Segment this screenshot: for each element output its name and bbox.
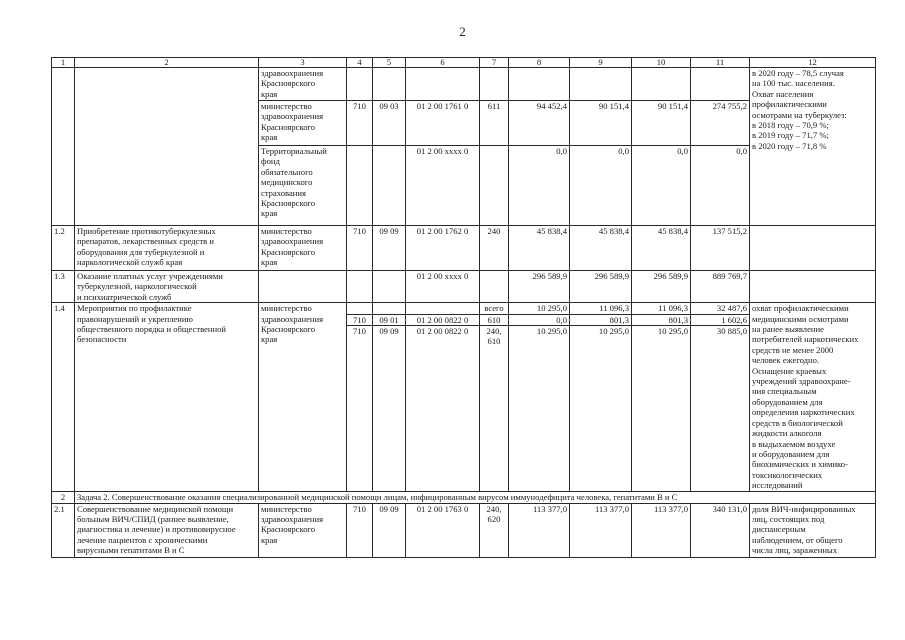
- text-line: края: [261, 534, 278, 545]
- rzpr-cell: [373, 68, 406, 101]
- text-line: исследований: [752, 480, 803, 491]
- col-header: 6: [406, 58, 480, 68]
- item-name-cell: [75, 303, 259, 491]
- text-line: Совершенствование медицинской помощи: [77, 503, 234, 514]
- text-line: в выдыхаемом воздухе: [752, 438, 836, 449]
- text-line: жидкости алкоголя: [752, 428, 822, 439]
- item-name-cell: [75, 226, 259, 271]
- grbs-cell: [347, 68, 373, 101]
- text-line: Охват населения: [752, 88, 814, 99]
- text-line: и психиатрической служб: [77, 291, 172, 302]
- text-line: министерство: [261, 101, 312, 111]
- page-number: 2: [459, 24, 466, 39]
- y2020-cell: [632, 68, 691, 101]
- vr-cell: 610: [480, 314, 509, 325]
- text-line: оборудования для туберкулезной и: [77, 246, 205, 257]
- y2019-cell: 90 151,4: [570, 101, 632, 146]
- col-header: 8: [509, 58, 570, 68]
- text-line: профилактическими: [752, 99, 827, 110]
- grbs-cell: 710: [347, 101, 373, 146]
- y2019-cell: [570, 68, 632, 101]
- text-line: страхования: [261, 187, 306, 198]
- y2018-cell: 45 838,4: [509, 226, 570, 271]
- grbs-cell: [347, 303, 373, 314]
- text-line: лиц, состоящих под: [752, 513, 825, 524]
- text-line: здравоохранения: [261, 513, 324, 524]
- total-cell: 1 602,6: [691, 314, 750, 325]
- col-header: 7: [480, 58, 509, 68]
- administrator-cell: [259, 303, 347, 491]
- rzpr-cell: [373, 146, 406, 226]
- col-header: 11: [691, 58, 750, 68]
- text-line: охват профилактическими: [752, 303, 849, 314]
- text-line: здравоохранения: [261, 111, 324, 122]
- text-line: Красноярского: [261, 198, 316, 209]
- y2018-cell: 0,0: [509, 314, 570, 325]
- y2019-cell: 45 838,4: [570, 226, 632, 271]
- rzpr-cell: 09 09: [373, 326, 406, 491]
- item-name-cell: [75, 503, 259, 557]
- result-note-cell: [750, 303, 876, 491]
- vr-cell: всего: [480, 303, 509, 314]
- y2019-cell: 801,3: [570, 314, 632, 325]
- item-number-cell: [52, 68, 75, 226]
- col-header: 5: [373, 58, 406, 68]
- y2018-cell: 0,0: [509, 146, 570, 226]
- csr-cell: 01 2 00 хххх 0: [406, 271, 480, 303]
- task-row: [52, 491, 876, 503]
- y2020-cell: 90 151,4: [632, 101, 691, 146]
- text-line: определения наркотических: [752, 407, 855, 418]
- col-header: 12: [750, 58, 876, 68]
- vr-cell: 240: [480, 226, 509, 271]
- text-line: Оснащение краевых: [752, 365, 827, 376]
- y2018-cell: [509, 68, 570, 101]
- y2020-cell: 113 377,0: [632, 503, 691, 557]
- text-line: обязательного: [261, 166, 313, 177]
- text-line: края: [261, 132, 278, 143]
- rzpr-cell: [373, 271, 406, 303]
- text-line: медицинского: [261, 177, 313, 188]
- text-line: здравоохранения: [261, 313, 324, 324]
- rzpr-cell: 09 01: [373, 314, 406, 325]
- administrator-cell: [259, 101, 347, 146]
- table-row: [52, 271, 876, 303]
- item-number-cell: 1.2: [52, 226, 75, 271]
- vr-cell: [480, 503, 509, 557]
- grbs-cell: [347, 146, 373, 226]
- item-number-cell: 1.4: [52, 303, 75, 491]
- text-line: края: [261, 208, 278, 219]
- text-line: человек ежегодно.: [752, 355, 820, 366]
- text-line: потребителей наркотических: [752, 334, 859, 345]
- text-line: Красноярского: [261, 324, 316, 335]
- total-cell: 0,0: [691, 146, 750, 226]
- text-line: Территориальный: [261, 146, 327, 156]
- result-note-cell: [750, 68, 876, 226]
- y2019-cell: 113 377,0: [570, 503, 632, 557]
- result-note-cell: [750, 503, 876, 557]
- text-line: в 2018 году – 70,9 %;: [752, 120, 829, 131]
- total-cell: 274 755,2: [691, 101, 750, 146]
- text-line: 240,: [486, 326, 502, 337]
- text-line: Красноярского: [261, 78, 316, 89]
- csr-cell: 01 2 00 0822 0: [406, 326, 480, 491]
- text-line: числа лиц, зараженных: [752, 545, 837, 556]
- text-line: осмотрами на туберкулез:: [752, 109, 847, 120]
- text-line: диагностика и лечение) и противовирусное: [77, 524, 236, 535]
- y2020-cell: 45 838,4: [632, 226, 691, 271]
- text-line: фонд: [261, 156, 280, 167]
- text-line: доля ВИЧ-инфицированных: [752, 503, 856, 514]
- col-header: 9: [570, 58, 632, 68]
- text-line: края: [261, 334, 278, 345]
- y2019-cell: 11 096,3: [570, 303, 632, 314]
- y2018-cell: 94 452,4: [509, 101, 570, 146]
- csr-cell: 01 2 00 1763 0: [406, 503, 480, 557]
- text-line: в 2020 году – 78,5 случая: [752, 68, 844, 78]
- text-line: наблюдением, от общего: [752, 534, 843, 545]
- text-line: средств в биологической: [752, 417, 843, 428]
- vr-cell: [480, 271, 509, 303]
- y2020-cell: 801,3: [632, 314, 691, 325]
- vr-cell: [480, 326, 509, 491]
- total-cell: [691, 68, 750, 101]
- text-line: министерство: [261, 303, 312, 314]
- y2018-cell: 10 295,0: [509, 326, 570, 491]
- text-line: Приобретение противотуберкулезных: [77, 226, 216, 236]
- text-line: в 2020 году – 71,8 %: [752, 140, 827, 151]
- program-activities-table: [51, 57, 876, 558]
- y2020-cell: 11 096,3: [632, 303, 691, 314]
- grbs-cell: 710: [347, 503, 373, 557]
- y2020-cell: 296 589,9: [632, 271, 691, 303]
- text-line: министерство: [261, 503, 312, 514]
- text-line: средств не менее 2000: [752, 344, 834, 355]
- text-line: медицинскими осмотрами: [752, 313, 849, 324]
- y2020-cell: 10 295,0: [632, 326, 691, 491]
- table-row: [52, 303, 876, 314]
- text-line: на 100 тыс. населения.: [752, 78, 835, 89]
- text-line: ния специальным: [752, 386, 817, 397]
- text-line: 240,: [486, 503, 502, 514]
- y2018-cell: 113 377,0: [509, 503, 570, 557]
- administrator-cell: [259, 226, 347, 271]
- item-name-cell: [75, 68, 259, 226]
- grbs-cell: 710: [347, 326, 373, 491]
- total-cell: 340 131,0: [691, 503, 750, 557]
- col-header: 1: [52, 58, 75, 68]
- y2018-cell: 296 589,9: [509, 271, 570, 303]
- col-header: 10: [632, 58, 691, 68]
- item-number-cell: 1.3: [52, 271, 75, 303]
- y2018-cell: 10 295,0: [509, 303, 570, 314]
- text-line: препаратов, лекарственных средств и: [77, 236, 214, 247]
- text-line: министерство: [261, 226, 312, 236]
- administrator-cell: [259, 503, 347, 557]
- task-number-cell: 2: [52, 491, 75, 503]
- text-line: общественного порядка и общественной: [77, 324, 227, 335]
- vr-cell: 611: [480, 101, 509, 146]
- text-line: Красноярского: [261, 524, 316, 535]
- y2020-cell: 0,0: [632, 146, 691, 226]
- total-cell: 889 769,7: [691, 271, 750, 303]
- text-line: правонарушений и укреплению: [77, 313, 193, 324]
- text-line: учреждений здравоохране-: [752, 376, 851, 387]
- vr-cell: [480, 68, 509, 101]
- task-title-cell: Задача 2. Совершенствование оказания специализированной медицинской помощи лицам, инфицированным вирусом иммунодефицита человека, гепатитами В и С: [75, 491, 876, 503]
- grbs-cell: [347, 271, 373, 303]
- text-line: края: [261, 257, 278, 268]
- rzpr-cell: 09 09: [373, 503, 406, 557]
- column-numbers-row: [52, 58, 876, 68]
- text-line: вирусными гепатитами В и С: [77, 545, 185, 556]
- y2019-cell: 0,0: [570, 146, 632, 226]
- csr-cell: [406, 303, 480, 314]
- item-name-cell: [75, 271, 259, 303]
- y2019-cell: 10 295,0: [570, 326, 632, 491]
- csr-cell: 01 2 00 хххх 0: [406, 146, 480, 226]
- text-line: туберкулезной, наркологической: [77, 281, 197, 292]
- administrator-cell: [259, 146, 347, 226]
- csr-cell: [406, 68, 480, 101]
- item-number-cell: 2.1: [52, 503, 75, 557]
- total-cell: 30 885,0: [691, 326, 750, 491]
- y2019-cell: 296 589,9: [570, 271, 632, 303]
- rzpr-cell: 09 09: [373, 226, 406, 271]
- text-line: токсикологических: [752, 469, 823, 480]
- grbs-cell: 710: [347, 314, 373, 325]
- col-header: 4: [347, 58, 373, 68]
- text-line: 610: [487, 336, 501, 347]
- text-line: безопасности: [77, 334, 127, 345]
- text-line: больным ВИЧ/СПИД (раннее выявление,: [77, 513, 229, 524]
- text-line: здравоохранения: [261, 68, 324, 78]
- table-row: [52, 68, 876, 101]
- text-line: на ранее выявление: [752, 324, 824, 335]
- grbs-cell: 710: [347, 226, 373, 271]
- text-line: диспансерным: [752, 524, 806, 535]
- total-cell: 32 487,6: [691, 303, 750, 314]
- rzpr-cell: 09 03: [373, 101, 406, 146]
- text-line: биохимических и химико-: [752, 459, 848, 470]
- col-header: 3: [259, 58, 347, 68]
- text-line: в 2019 году – 71,7 %;: [752, 130, 829, 141]
- text-line: и оборудованием для: [752, 448, 830, 459]
- result-note-cell: [750, 226, 876, 271]
- table-row: [52, 503, 876, 557]
- csr-cell: 01 2 00 0822 0: [406, 314, 480, 325]
- text-line: оборудованием для: [752, 396, 823, 407]
- csr-cell: 01 2 00 1762 0: [406, 226, 480, 271]
- text-line: здравоохранения: [261, 236, 324, 247]
- table-row: [52, 226, 876, 271]
- total-cell: 137 515,2: [691, 226, 750, 271]
- csr-cell: 01 2 00 1761 0: [406, 101, 480, 146]
- text-line: наркологической служб края: [77, 257, 183, 268]
- rzpr-cell: [373, 303, 406, 314]
- text-line: Мероприятия по профилактике: [77, 303, 192, 314]
- text-line: Оказание платных услуг учреждениями: [77, 271, 223, 281]
- text-line: Красноярского: [261, 121, 316, 132]
- result-note-cell: [750, 271, 876, 303]
- administrator-cell: [259, 271, 347, 303]
- text-line: 620: [487, 513, 501, 524]
- administrator-cell: [259, 68, 347, 101]
- text-line: Красноярского: [261, 246, 316, 257]
- col-header: 2: [75, 58, 259, 68]
- text-line: лечение пациентов с хроническими: [77, 534, 208, 545]
- vr-cell: [480, 146, 509, 226]
- text-line: края: [261, 88, 278, 99]
